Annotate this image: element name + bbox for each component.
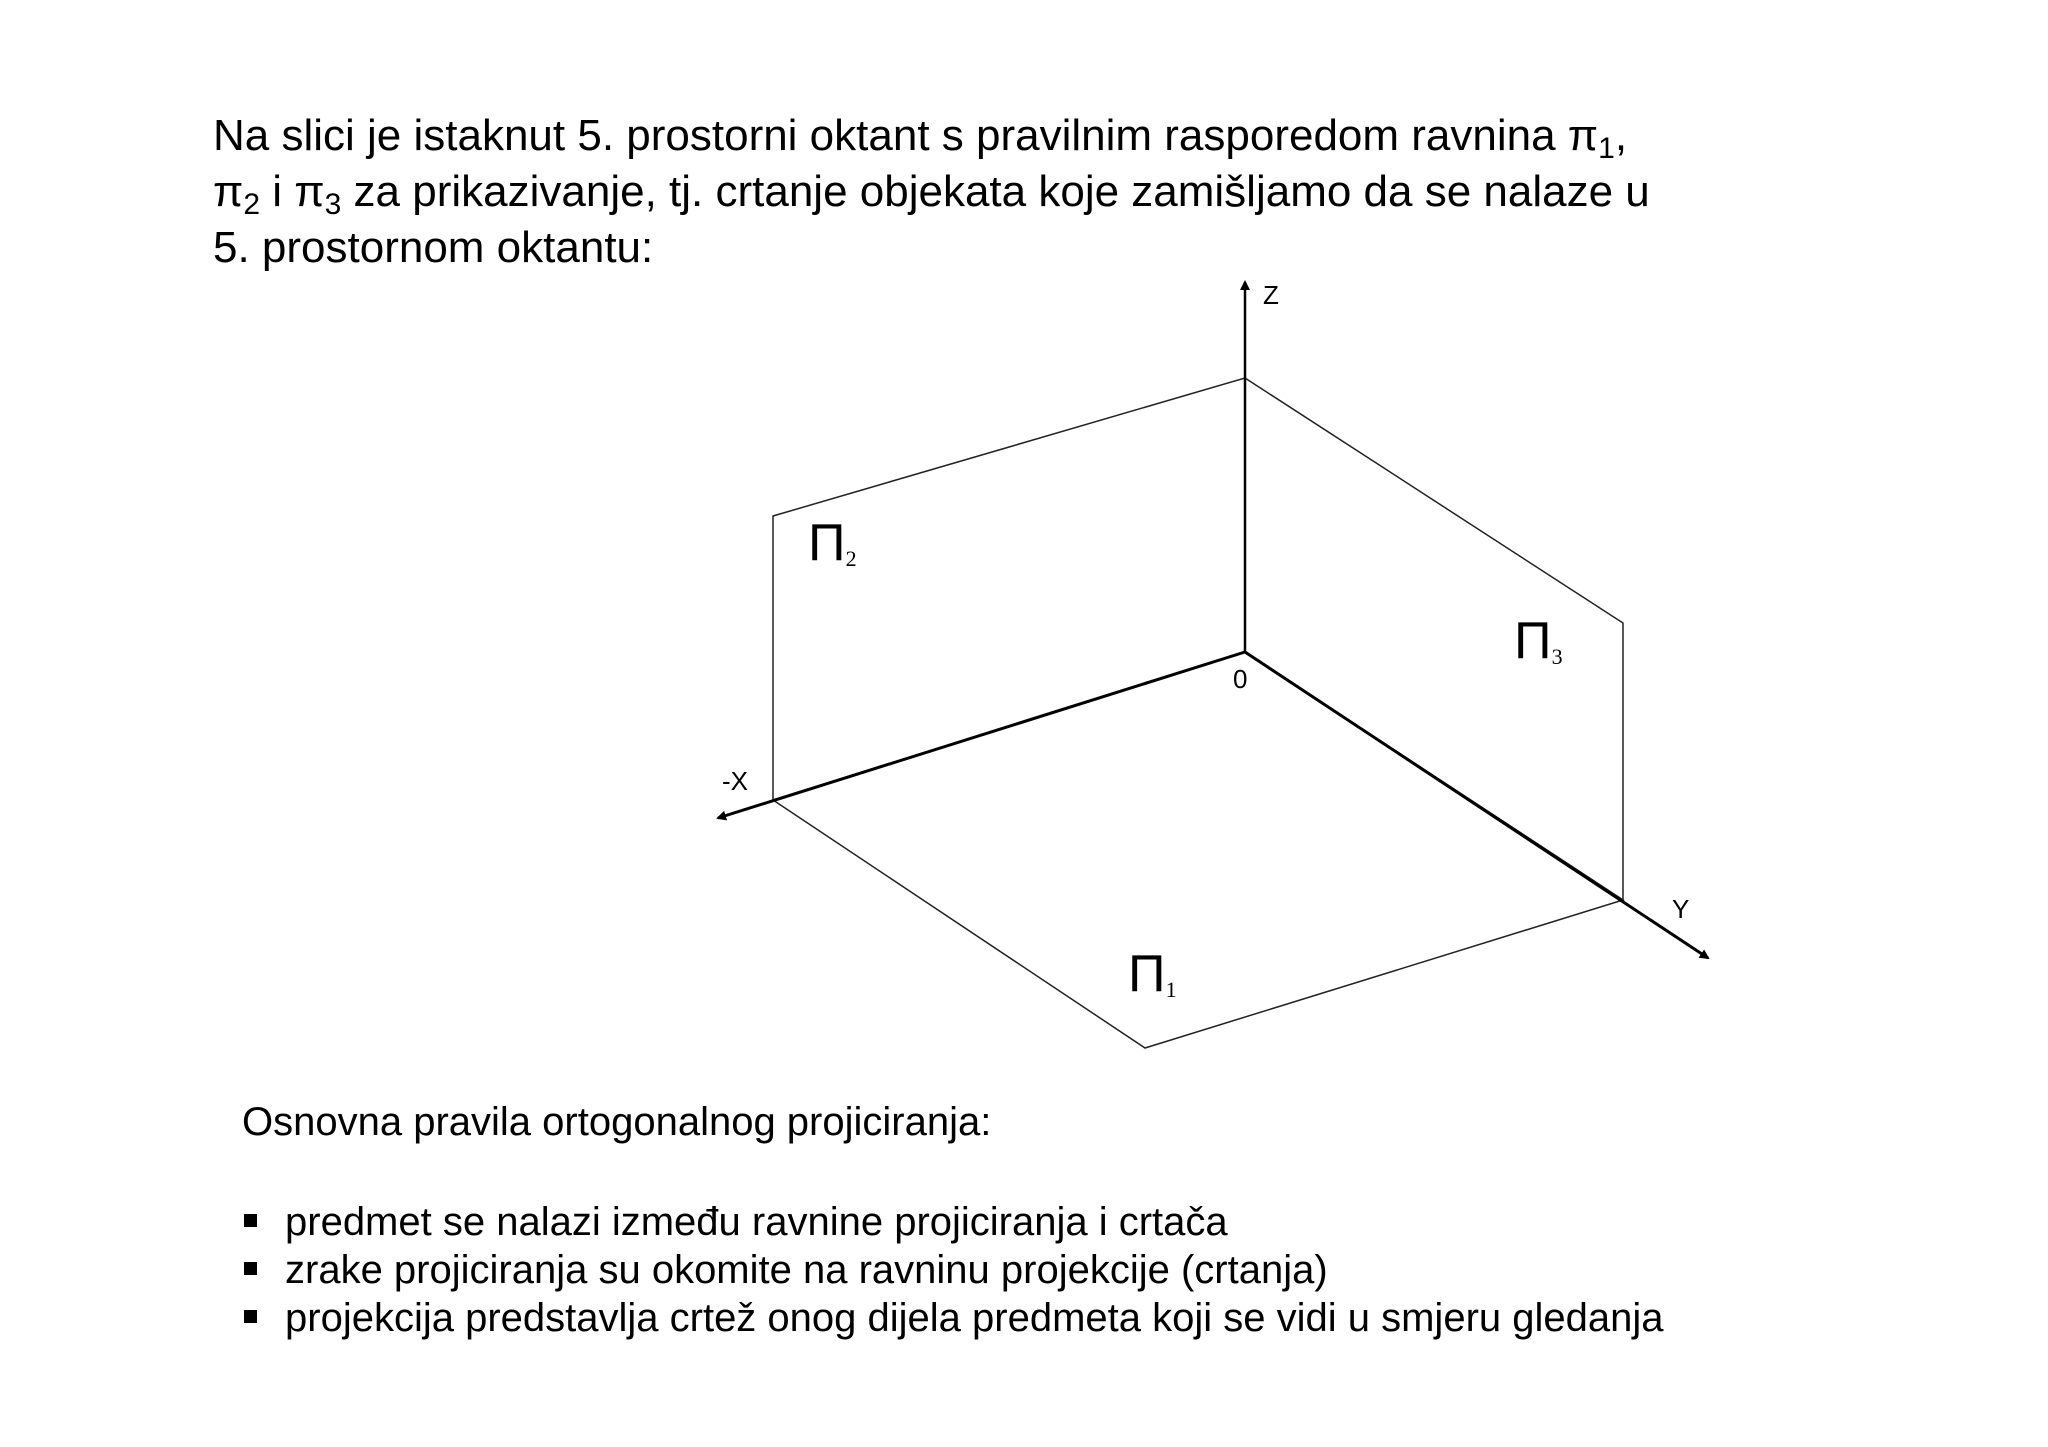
- rules-title: Osnovna pravila ortogonalnog projiciranja:: [242, 1100, 992, 1144]
- intro-line-2-text: za prikazivanje, tj. crtanje objekata koje zamišljamo da se nalaze u: [341, 167, 1650, 216]
- square-bullet-icon: [244, 1214, 257, 1227]
- rule-text: projekcija predstavlja crtež onog dijela predmeta koji se vidi u smjeru gledanja: [285, 1296, 1664, 1340]
- y-axis: [1245, 652, 1708, 958]
- pi3-subscript: 3: [324, 188, 342, 221]
- rule-text: zrake projiciranja su okomite na ravninu projekcije (crtanja): [285, 1248, 1328, 1292]
- plane-pi3-label: [1514, 612, 1563, 670]
- plane-pi1-symbol: Π: [1128, 945, 1166, 1003]
- list-item: [242, 1198, 1664, 1246]
- pi2-symbol: π: [213, 167, 244, 216]
- z-axis-label: Z: [1263, 280, 1279, 310]
- plane-pi3-outline: [1245, 378, 1623, 900]
- pi3-symbol: i π: [260, 167, 325, 216]
- list-item: [242, 1246, 1664, 1294]
- plane-pi1-subscript: 1: [1165, 977, 1177, 1002]
- neg-x-axis-label: -X: [722, 766, 748, 796]
- y-axis-label: Y: [1672, 894, 1690, 924]
- rule-text: predmet se nalazi između ravnine projiciranja i crtača: [285, 1200, 1228, 1244]
- intro-line-1-tail: ,: [1614, 111, 1628, 160]
- list-item: [242, 1294, 1664, 1342]
- square-bullet-icon: [244, 1262, 257, 1275]
- plane-pi3-subscript: 3: [1551, 644, 1563, 669]
- plane-pi2-subscript: 2: [845, 546, 857, 571]
- plane-pi2-label: [808, 514, 857, 572]
- rules-list: [242, 1198, 1664, 1342]
- pi1-subscript: 1: [1598, 132, 1615, 165]
- intro-line-3-text: 5. prostornom oktantu:: [213, 223, 654, 272]
- square-bullet-icon: [244, 1310, 257, 1323]
- plane-pi2-outline: [773, 378, 1248, 800]
- neg-x-axis: [718, 652, 1248, 818]
- intro-line-1-text: Na slici je istaknut 5. prostorni oktant s pravilnim rasporedom ravnina π: [213, 111, 1599, 160]
- plane-pi2-symbol: Π: [808, 514, 846, 572]
- pi2-subscript: 2: [243, 188, 261, 221]
- plane-pi1-outline: [773, 652, 1623, 1048]
- plane-pi1-label: [1128, 945, 1177, 1003]
- origin-label: 0: [1233, 664, 1248, 694]
- plane-pi3-symbol: Π: [1514, 612, 1552, 670]
